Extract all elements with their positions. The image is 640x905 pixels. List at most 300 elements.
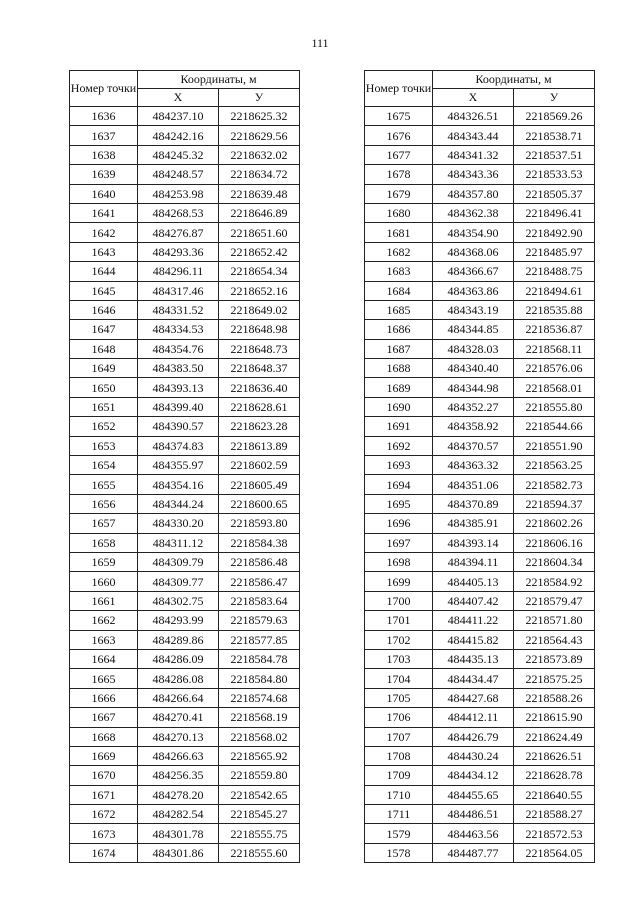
x-coordinate-cell: 484430.24	[433, 746, 514, 765]
x-coordinate-cell: 484352.27	[433, 397, 514, 416]
table-row	[70, 552, 300, 571]
y-coordinate-cell: 2218584.38	[219, 533, 300, 552]
point-number-cell: 1669	[70, 746, 138, 765]
table-row	[70, 262, 300, 281]
y-coordinate-cell: 2218563.25	[514, 456, 595, 475]
table-row	[70, 611, 300, 630]
point-number-cell: 1664	[70, 649, 138, 668]
y-coordinate-cell: 2218492.90	[514, 223, 595, 242]
y-coordinate-cell: 2218505.37	[514, 184, 595, 203]
table-row	[70, 591, 300, 610]
point-number-cell: 1696	[365, 514, 433, 533]
point-number-cell: 1685	[365, 300, 433, 319]
point-number-cell: 1636	[70, 107, 138, 126]
point-number-cell: 1579	[365, 824, 433, 843]
x-coordinate-cell: 484463.56	[433, 824, 514, 843]
table-row	[70, 727, 300, 746]
table-row	[365, 533, 595, 552]
point-number-cell: 1679	[365, 184, 433, 203]
x-coordinate-cell: 484351.06	[433, 475, 514, 494]
y-coordinate-cell: 2218564.43	[514, 630, 595, 649]
x-coordinate-cell: 484370.89	[433, 494, 514, 513]
y-coordinate-cell: 2218574.68	[219, 688, 300, 707]
y-coordinate-cell: 2218575.25	[514, 669, 595, 688]
x-coordinate-cell: 484412.11	[433, 708, 514, 727]
x-coordinate-cell: 484270.13	[138, 727, 219, 746]
table-row	[365, 766, 595, 785]
y-coordinate-cell: 2218568.02	[219, 727, 300, 746]
y-coordinate-cell: 2218533.53	[514, 165, 595, 184]
table-row	[365, 145, 595, 164]
point-number-cell: 1637	[70, 126, 138, 145]
point-number-cell: 1654	[70, 456, 138, 475]
y-coordinate-cell: 2218606.16	[514, 533, 595, 552]
table-row	[70, 242, 300, 261]
point-number-cell: 1687	[365, 339, 433, 358]
point-number-cell: 1676	[365, 126, 433, 145]
x-coordinate-cell: 484341.32	[433, 145, 514, 164]
x-coordinate-cell: 484302.75	[138, 591, 219, 610]
table-row	[365, 203, 595, 222]
x-coordinate-cell: 484256.35	[138, 766, 219, 785]
y-coordinate-cell: 2218576.06	[514, 359, 595, 378]
table-row	[70, 281, 300, 300]
x-coordinate-cell: 484343.36	[433, 165, 514, 184]
table-row	[70, 669, 300, 688]
x-coordinate-cell: 484405.13	[433, 572, 514, 591]
table-row	[365, 669, 595, 688]
y-coordinate-cell: 2218646.89	[219, 203, 300, 222]
x-coordinate-cell: 484374.83	[138, 436, 219, 455]
point-number-cell: 1663	[70, 630, 138, 649]
table-row	[70, 746, 300, 765]
x-coordinate-cell: 484415.82	[433, 630, 514, 649]
y-coordinate-cell: 2218494.61	[514, 281, 595, 300]
x-coordinate-cell: 484270.41	[138, 708, 219, 727]
table-row	[70, 339, 300, 358]
table-row	[70, 824, 300, 843]
point-number-cell: 1670	[70, 766, 138, 785]
x-coordinate-cell: 484357.80	[433, 184, 514, 203]
x-coordinate-cell: 484435.13	[433, 649, 514, 668]
x-coordinate-cell: 484385.91	[433, 514, 514, 533]
x-coordinate-cell: 484309.79	[138, 552, 219, 571]
point-number-cell: 1675	[365, 107, 433, 126]
x-coordinate-cell: 484343.44	[433, 126, 514, 145]
x-coordinate-cell: 484487.77	[433, 843, 514, 862]
point-number-cell: 1661	[70, 591, 138, 610]
y-coordinate-cell: 2218600.65	[219, 494, 300, 513]
table-row	[70, 184, 300, 203]
table-row	[365, 591, 595, 610]
x-coordinate-cell: 484399.40	[138, 397, 219, 416]
y-coordinate-cell: 2218568.01	[514, 378, 595, 397]
y-coordinate-cell: 2218623.28	[219, 417, 300, 436]
point-number-cell: 1655	[70, 475, 138, 494]
table-row	[70, 417, 300, 436]
point-number-cell: 1683	[365, 262, 433, 281]
x-coordinate-cell: 484390.57	[138, 417, 219, 436]
y-coordinate-cell: 2218569.26	[514, 107, 595, 126]
point-number-cell: 1692	[365, 436, 433, 455]
point-number-cell: 1681	[365, 223, 433, 242]
x-coordinate-cell: 484434.12	[433, 766, 514, 785]
y-coordinate-cell: 2218648.73	[219, 339, 300, 358]
y-coordinate-cell: 2218588.27	[514, 805, 595, 824]
y-coordinate-cell: 2218555.75	[219, 824, 300, 843]
table-row	[70, 572, 300, 591]
y-coordinate-cell: 2218573.89	[514, 649, 595, 668]
point-number-cell: 1680	[365, 203, 433, 222]
y-coordinate-cell: 2218579.47	[514, 591, 595, 610]
table-row	[365, 494, 595, 513]
y-coordinate-cell: 2218571.80	[514, 611, 595, 630]
point-number-cell: 1643	[70, 242, 138, 261]
x-coordinate-cell: 484355.97	[138, 456, 219, 475]
x-coordinate-cell: 484343.19	[433, 300, 514, 319]
x-coordinate-cell: 484237.10	[138, 107, 219, 126]
x-coordinate-cell: 484344.24	[138, 494, 219, 513]
point-number-cell: 1665	[70, 669, 138, 688]
x-coordinate-cell: 484354.16	[138, 475, 219, 494]
table-row	[365, 785, 595, 804]
point-number-cell: 1640	[70, 184, 138, 203]
table-row	[70, 145, 300, 164]
point-number-cell: 1652	[70, 417, 138, 436]
table-row	[365, 611, 595, 630]
x-coordinate-cell: 484328.03	[433, 339, 514, 358]
x-coordinate-cell: 484286.08	[138, 669, 219, 688]
table-body-left	[70, 107, 300, 863]
y-coordinate-cell: 2218594.37	[514, 494, 595, 513]
table-body-right	[365, 107, 595, 863]
y-coordinate-cell: 2218485.97	[514, 242, 595, 261]
point-number-cell: 1672	[70, 805, 138, 824]
y-coordinate-cell: 2218559.80	[219, 766, 300, 785]
point-number-cell: 1645	[70, 281, 138, 300]
y-coordinate-cell: 2218652.16	[219, 281, 300, 300]
table-row	[365, 242, 595, 261]
x-coordinate-cell: 484362.38	[433, 203, 514, 222]
table-row	[365, 107, 595, 126]
x-coordinate-cell: 484266.63	[138, 746, 219, 765]
x-coordinate-cell: 484268.53	[138, 203, 219, 222]
table-row	[365, 339, 595, 358]
point-number-cell: 1700	[365, 591, 433, 610]
table-row	[365, 805, 595, 824]
point-number-cell: 1703	[365, 649, 433, 668]
table-row	[365, 223, 595, 242]
x-coordinate-cell: 484301.86	[138, 843, 219, 862]
header-point-number: Номер точки	[70, 71, 138, 107]
point-number-cell: 1651	[70, 397, 138, 416]
y-coordinate-cell: 2218537.51	[514, 145, 595, 164]
y-coordinate-cell: 2218602.26	[514, 514, 595, 533]
table-row	[70, 766, 300, 785]
point-number-cell: 1677	[365, 145, 433, 164]
table-row	[365, 456, 595, 475]
x-coordinate-cell: 484427.68	[433, 688, 514, 707]
table-row	[365, 727, 595, 746]
x-coordinate-cell: 484334.53	[138, 320, 219, 339]
header-x: Х	[433, 89, 514, 107]
header-y: У	[219, 89, 300, 107]
y-coordinate-cell: 2218604.34	[514, 552, 595, 571]
point-number-cell: 1702	[365, 630, 433, 649]
y-coordinate-cell: 2218568.19	[219, 708, 300, 727]
table-row	[365, 552, 595, 571]
x-coordinate-cell: 484248.57	[138, 165, 219, 184]
x-coordinate-cell: 484344.98	[433, 378, 514, 397]
table-row	[365, 378, 595, 397]
x-coordinate-cell: 484455.65	[433, 785, 514, 804]
header-x: Х	[138, 89, 219, 107]
y-coordinate-cell: 2218632.02	[219, 145, 300, 164]
y-coordinate-cell: 2218564.05	[514, 843, 595, 862]
table-row	[70, 165, 300, 184]
point-number-cell: 1694	[365, 475, 433, 494]
table-row	[70, 300, 300, 319]
point-number-cell: 1682	[365, 242, 433, 261]
y-coordinate-cell: 2218605.49	[219, 475, 300, 494]
x-coordinate-cell: 484407.42	[433, 591, 514, 610]
y-coordinate-cell: 2218538.71	[514, 126, 595, 145]
header-coordinates: Координаты, м	[433, 71, 595, 89]
point-number-cell: 1709	[365, 766, 433, 785]
table-row	[365, 572, 595, 591]
table-row	[70, 436, 300, 455]
x-coordinate-cell: 484426.79	[433, 727, 514, 746]
table-row	[365, 126, 595, 145]
table-row	[70, 805, 300, 824]
point-number-cell: 1667	[70, 708, 138, 727]
x-coordinate-cell: 484282.54	[138, 805, 219, 824]
y-coordinate-cell: 2218649.02	[219, 300, 300, 319]
x-coordinate-cell: 484366.67	[433, 262, 514, 281]
y-coordinate-cell: 2218639.48	[219, 184, 300, 203]
table-row	[365, 436, 595, 455]
table-row	[365, 262, 595, 281]
y-coordinate-cell: 2218648.37	[219, 359, 300, 378]
y-coordinate-cell: 2218640.55	[514, 785, 595, 804]
y-coordinate-cell: 2218555.60	[219, 843, 300, 862]
point-number-cell: 1656	[70, 494, 138, 513]
x-coordinate-cell: 484330.20	[138, 514, 219, 533]
point-number-cell: 1650	[70, 378, 138, 397]
y-coordinate-cell: 2218615.90	[514, 708, 595, 727]
table-row	[365, 184, 595, 203]
x-coordinate-cell: 484286.09	[138, 649, 219, 668]
header-coordinates: Координаты, м	[138, 71, 300, 89]
x-coordinate-cell: 484354.90	[433, 223, 514, 242]
point-number-cell: 1686	[365, 320, 433, 339]
point-number-cell: 1688	[365, 359, 433, 378]
table-row	[70, 475, 300, 494]
point-number-cell: 1689	[365, 378, 433, 397]
table-row	[70, 320, 300, 339]
point-number-cell: 1693	[365, 456, 433, 475]
table-row	[70, 688, 300, 707]
x-coordinate-cell: 484293.36	[138, 242, 219, 261]
point-number-cell: 1706	[365, 708, 433, 727]
point-number-cell: 1704	[365, 669, 433, 688]
y-coordinate-cell: 2218535.88	[514, 300, 595, 319]
table-row	[70, 708, 300, 727]
point-number-cell: 1644	[70, 262, 138, 281]
y-coordinate-cell: 2218648.98	[219, 320, 300, 339]
point-number-cell: 1658	[70, 533, 138, 552]
y-coordinate-cell: 2218586.48	[219, 552, 300, 571]
x-coordinate-cell: 484394.11	[433, 552, 514, 571]
table-row	[365, 630, 595, 649]
point-number-cell: 1659	[70, 552, 138, 571]
y-coordinate-cell: 2218582.73	[514, 475, 595, 494]
x-coordinate-cell: 484278.20	[138, 785, 219, 804]
point-number-cell: 1710	[365, 785, 433, 804]
table-row	[365, 843, 595, 862]
table-row	[70, 514, 300, 533]
y-coordinate-cell: 2218577.85	[219, 630, 300, 649]
point-number-cell: 1662	[70, 611, 138, 630]
table-row	[70, 494, 300, 513]
x-coordinate-cell: 484434.47	[433, 669, 514, 688]
point-number-cell: 1647	[70, 320, 138, 339]
point-number-cell: 1673	[70, 824, 138, 843]
table-row	[365, 281, 595, 300]
x-coordinate-cell: 484358.92	[433, 417, 514, 436]
table-row	[70, 533, 300, 552]
point-number-cell: 1690	[365, 397, 433, 416]
point-number-cell: 1660	[70, 572, 138, 591]
y-coordinate-cell: 2218584.78	[219, 649, 300, 668]
x-coordinate-cell: 484245.32	[138, 145, 219, 164]
y-coordinate-cell: 2218624.49	[514, 727, 595, 746]
point-number-cell: 1668	[70, 727, 138, 746]
table-row	[70, 107, 300, 126]
point-number-cell: 1578	[365, 843, 433, 862]
x-coordinate-cell: 484331.52	[138, 300, 219, 319]
table-row	[365, 320, 595, 339]
table-row	[70, 359, 300, 378]
table-row	[365, 359, 595, 378]
x-coordinate-cell: 484383.50	[138, 359, 219, 378]
table-row	[365, 165, 595, 184]
x-coordinate-cell: 484289.86	[138, 630, 219, 649]
coordinates-table-right	[364, 70, 595, 863]
point-number-cell: 1648	[70, 339, 138, 358]
y-coordinate-cell: 2218654.34	[219, 262, 300, 281]
table-row	[365, 397, 595, 416]
x-coordinate-cell: 484296.11	[138, 262, 219, 281]
point-number-cell: 1698	[365, 552, 433, 571]
point-number-cell: 1697	[365, 533, 433, 552]
y-coordinate-cell: 2218572.53	[514, 824, 595, 843]
y-coordinate-cell: 2218583.64	[219, 591, 300, 610]
y-coordinate-cell: 2218545.27	[219, 805, 300, 824]
y-coordinate-cell: 2218628.78	[514, 766, 595, 785]
page-number: 111	[311, 36, 329, 50]
y-coordinate-cell: 2218496.41	[514, 203, 595, 222]
x-coordinate-cell: 484301.78	[138, 824, 219, 843]
table-row	[365, 746, 595, 765]
y-coordinate-cell: 2218593.80	[219, 514, 300, 533]
y-coordinate-cell: 2218602.59	[219, 456, 300, 475]
point-number-cell: 1707	[365, 727, 433, 746]
table-row	[365, 475, 595, 494]
y-coordinate-cell: 2218625.32	[219, 107, 300, 126]
y-coordinate-cell: 2218588.26	[514, 688, 595, 707]
x-coordinate-cell: 484326.51	[433, 107, 514, 126]
point-number-cell: 1678	[365, 165, 433, 184]
point-number-cell: 1646	[70, 300, 138, 319]
table-row	[70, 203, 300, 222]
y-coordinate-cell: 2218536.87	[514, 320, 595, 339]
coordinates-table-left	[69, 70, 300, 863]
point-number-cell: 1699	[365, 572, 433, 591]
table-row	[365, 708, 595, 727]
y-coordinate-cell: 2218488.75	[514, 262, 595, 281]
y-coordinate-cell: 2218613.89	[219, 436, 300, 455]
point-number-cell: 1649	[70, 359, 138, 378]
point-number-cell: 1711	[365, 805, 433, 824]
x-coordinate-cell: 484311.12	[138, 533, 219, 552]
y-coordinate-cell: 2218652.42	[219, 242, 300, 261]
x-coordinate-cell: 484293.99	[138, 611, 219, 630]
table-row	[365, 300, 595, 319]
y-coordinate-cell: 2218636.40	[219, 378, 300, 397]
point-number-cell: 1657	[70, 514, 138, 533]
y-coordinate-cell: 2218626.51	[514, 746, 595, 765]
x-coordinate-cell: 484242.16	[138, 126, 219, 145]
header-y: У	[514, 89, 595, 107]
y-coordinate-cell: 2218568.11	[514, 339, 595, 358]
table-row	[365, 514, 595, 533]
y-coordinate-cell: 2218629.56	[219, 126, 300, 145]
point-number-cell: 1642	[70, 223, 138, 242]
point-number-cell: 1691	[365, 417, 433, 436]
x-coordinate-cell: 484354.76	[138, 339, 219, 358]
y-coordinate-cell: 2218579.63	[219, 611, 300, 630]
table-row	[365, 688, 595, 707]
x-coordinate-cell: 484486.51	[433, 805, 514, 824]
x-coordinate-cell: 484253.98	[138, 184, 219, 203]
point-number-cell: 1674	[70, 843, 138, 862]
point-number-cell: 1695	[365, 494, 433, 513]
header-point-number: Номер точки	[365, 71, 433, 107]
y-coordinate-cell: 2218634.72	[219, 165, 300, 184]
x-coordinate-cell: 484363.86	[433, 281, 514, 300]
table-row	[70, 785, 300, 804]
x-coordinate-cell: 484344.85	[433, 320, 514, 339]
x-coordinate-cell: 484317.46	[138, 281, 219, 300]
point-number-cell: 1701	[365, 611, 433, 630]
point-number-cell: 1639	[70, 165, 138, 184]
table-row	[70, 456, 300, 475]
x-coordinate-cell: 484266.64	[138, 688, 219, 707]
point-number-cell: 1653	[70, 436, 138, 455]
point-number-cell: 1705	[365, 688, 433, 707]
x-coordinate-cell: 484309.77	[138, 572, 219, 591]
y-coordinate-cell: 2218586.47	[219, 572, 300, 591]
y-coordinate-cell: 2218584.80	[219, 669, 300, 688]
y-coordinate-cell: 2218555.80	[514, 397, 595, 416]
point-number-cell: 1671	[70, 785, 138, 804]
point-number-cell: 1684	[365, 281, 433, 300]
x-coordinate-cell: 484368.06	[433, 242, 514, 261]
x-coordinate-cell: 484393.13	[138, 378, 219, 397]
table-row	[70, 378, 300, 397]
table-row	[70, 126, 300, 145]
